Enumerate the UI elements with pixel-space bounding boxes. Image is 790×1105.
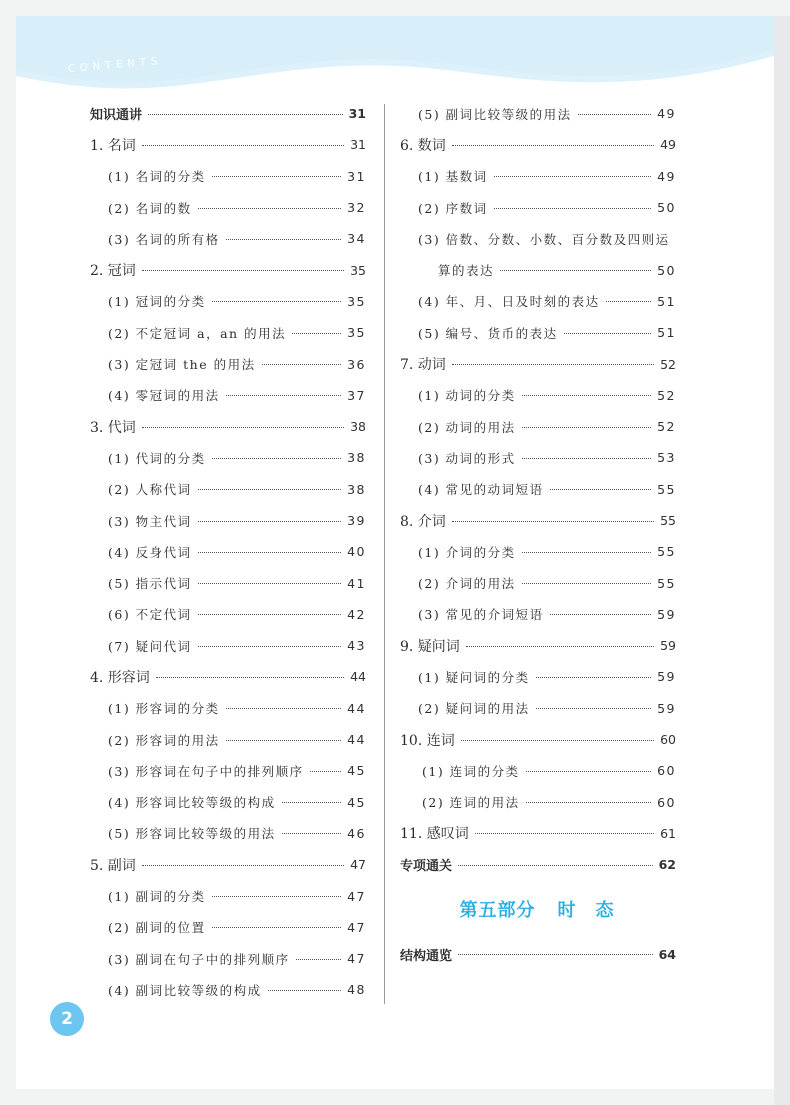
toc-entry-label: (1) 动词的分类: [418, 388, 516, 404]
toc-entry[interactable]: [398, 380, 676, 411]
toc-leader-dots: [452, 144, 654, 146]
toc-leader-dots: [198, 645, 341, 647]
toc-entry[interactable]: [88, 223, 366, 254]
page-number-badge: 2: [50, 1002, 84, 1036]
toc-entry[interactable]: [88, 442, 366, 473]
toc-entry-label: (3) 副词在句子中的排列顺序: [108, 951, 290, 967]
toc-entry-label: (6) 不定代词: [108, 607, 192, 623]
toc-entry[interactable]: [398, 474, 676, 505]
toc-page-number: 35: [347, 325, 366, 341]
toc-entry-label: 10. 连词: [400, 732, 455, 749]
toc-entry[interactable]: [88, 912, 366, 943]
toc-entry[interactable]: [88, 661, 366, 692]
toc-right-column: [398, 98, 676, 970]
toc-entry[interactable]: [398, 938, 676, 969]
contents-label: CONTENTS: [67, 55, 163, 75]
toc-entry-label: (1) 名词的分类: [108, 169, 206, 185]
toc-leader-dots: [142, 144, 344, 146]
toc-leader-dots: [526, 801, 651, 803]
toc-leader-dots: [226, 707, 341, 709]
toc-entry-label: (1) 冠词的分类: [108, 294, 206, 310]
toc-leader-dots: [522, 426, 651, 428]
toc-page-number: 32: [347, 200, 366, 216]
toc-entry-label: (3) 物主代词: [108, 513, 192, 529]
toc-entry-label: (2) 副词的位置: [108, 920, 206, 936]
toc-entry-label: (1) 副词的分类: [108, 889, 206, 905]
toc-leader-dots: [198, 551, 341, 553]
toc-page-number: 48: [347, 982, 366, 998]
toc-page-number: 59: [660, 638, 676, 654]
toc-entry-label: (5) 形容词比较等级的用法: [108, 826, 276, 842]
toc-entry-label: (4) 零冠词的用法: [108, 388, 220, 404]
toc-entry-label: 3. 代词: [90, 419, 136, 436]
toc-entry[interactable]: [398, 348, 676, 379]
toc-leader-dots: [458, 864, 653, 866]
toc-leader-dots: [212, 895, 341, 897]
toc-page-number: 51: [657, 325, 676, 341]
toc-entry-label: (3) 形容词在句子中的排列顺序: [108, 763, 304, 779]
toc-page-number: 38: [350, 419, 366, 435]
toc-entry[interactable]: [88, 755, 366, 786]
toc-entry[interactable]: [398, 286, 676, 317]
toc-leader-dots: [226, 238, 341, 240]
toc-page-number: 42: [347, 606, 366, 622]
toc-entry-label: (1) 介词的分类: [418, 544, 516, 560]
toc-leader-dots: [494, 175, 651, 177]
toc-entry[interactable]: [88, 348, 366, 379]
toc-entry-label: (3) 动词的形式: [418, 450, 516, 466]
toc-entry[interactable]: [88, 787, 366, 818]
toc-leader-dots: [578, 113, 651, 115]
toc-entry-label: (4) 形容词比较等级的构成: [108, 795, 276, 811]
toc-entry[interactable]: [398, 161, 676, 192]
toc-entry-label: (1) 连词的分类: [422, 763, 520, 779]
part-title: 时 态: [557, 900, 615, 922]
toc-entry-label: (3) 倍数、分数、小数、百分数及四则运: [418, 231, 670, 247]
toc-leader-dots: [550, 613, 651, 615]
toc-page-number: 38: [347, 450, 366, 466]
toc-entry-label: (2) 疑问词的用法: [418, 701, 530, 717]
toc-entry-label: 6. 数词: [400, 137, 446, 154]
toc-entry-label: 算的表达: [438, 263, 495, 279]
toc-entry[interactable]: [88, 474, 366, 505]
toc-page-number: 47: [347, 951, 366, 967]
toc-entry-label: (7) 疑问代词: [108, 638, 192, 654]
toc-page-number: 50: [657, 200, 676, 216]
toc-page-number: 62: [658, 857, 676, 873]
toc-leader-dots: [522, 582, 651, 584]
toc-leader-dots: [475, 832, 654, 834]
toc-entry-label: 7. 动词: [400, 357, 446, 374]
toc-entry[interactable]: [398, 442, 676, 473]
toc-page-number: 55: [657, 544, 676, 560]
toc-page-number: 47: [347, 919, 366, 935]
toc-leader-dots: [466, 645, 654, 647]
toc-page-number: 38: [347, 481, 366, 497]
toc-entry[interactable]: [88, 599, 366, 630]
toc-leader-dots: [536, 676, 651, 678]
toc-leader-dots: [198, 488, 341, 490]
toc-entry-label: 知识通讲: [90, 108, 143, 124]
toc-leader-dots: [282, 801, 341, 803]
toc-entry-label: (5) 指示代词: [108, 576, 192, 592]
toc-entry[interactable]: [88, 974, 366, 1005]
toc-leader-dots: [212, 175, 341, 177]
toc-leader-dots: [526, 770, 651, 772]
toc-leader-dots: [198, 207, 341, 209]
toc-entry-label: 4. 形容词: [90, 669, 150, 686]
toc-entry-label: (2) 人称代词: [108, 482, 192, 498]
toc-entry-label: (2) 连词的用法: [422, 795, 520, 811]
toc-entry[interactable]: [398, 536, 676, 567]
toc-entry[interactable]: [398, 661, 676, 692]
toc-leader-dots: [212, 926, 341, 928]
column-divider: [384, 104, 385, 1004]
toc-leader-dots: [522, 551, 651, 553]
toc-page-number: 31: [350, 137, 366, 153]
toc-page-number: 45: [347, 763, 366, 779]
toc-entry[interactable]: [88, 693, 366, 724]
toc-entry-label: (2) 介词的用法: [418, 576, 516, 592]
toc-leader-dots: [282, 832, 341, 834]
toc-page-number: 59: [657, 669, 676, 685]
toc-entry-label: 1. 名词: [90, 137, 136, 154]
toc-entry-label: 2. 冠词: [90, 263, 136, 280]
toc-entry[interactable]: [88, 880, 366, 911]
toc-entry-label: (1) 基数词: [418, 169, 488, 185]
toc-entry-label: (4) 副词比较等级的构成: [108, 982, 262, 998]
toc-entry[interactable]: [398, 192, 676, 223]
toc-leader-dots: [156, 676, 344, 678]
toc-page-number: 50: [657, 262, 676, 278]
toc-leader-dots: [458, 953, 653, 955]
toc-entry[interactable]: [398, 567, 676, 598]
toc-leader-dots: [606, 300, 651, 302]
toc-entry-label: (3) 名词的所有格: [108, 231, 220, 247]
toc-entry[interactable]: [88, 818, 366, 849]
toc-leader-dots: [296, 958, 341, 960]
toc-page-number: 64: [658, 946, 676, 962]
toc-entry[interactable]: [398, 129, 676, 160]
toc-page-number: 47: [347, 888, 366, 904]
toc-page-number: 55: [657, 481, 676, 497]
toc-page-number: 60: [657, 794, 676, 810]
toc-leader-dots: [564, 332, 651, 334]
toc-entry-label: (3) 定冠词 the 的用法: [108, 357, 256, 373]
toc-leader-dots: [212, 457, 341, 459]
toc-entry[interactable]: [398, 505, 676, 536]
toc-entry-label: 11. 感叹词: [400, 826, 469, 843]
toc-leader-dots: [452, 520, 654, 522]
toc-entry[interactable]: [398, 599, 676, 630]
toc-page-number: 61: [660, 825, 676, 841]
toc-page-number: 59: [657, 606, 676, 622]
toc-leader-dots: [198, 582, 341, 584]
toc-page-number: 52: [660, 356, 676, 372]
toc-entry[interactable]: [398, 849, 676, 880]
toc-leader-dots: [226, 739, 341, 741]
toc-entry[interactable]: [88, 98, 366, 129]
toc-entry[interactable]: [398, 411, 676, 442]
toc-page-number: 39: [347, 513, 366, 528]
toc-leader-dots: [522, 394, 651, 396]
toc-page-number: 55: [657, 575, 676, 591]
toc-entry-label: (2) 序数词: [418, 200, 488, 216]
toc-leader-dots: [494, 207, 651, 209]
toc-leader-dots: [142, 269, 344, 271]
toc-leader-dots: [310, 770, 341, 772]
toc-entry-label: (3) 常见的介词短语: [418, 607, 544, 623]
toc-entry[interactable]: [88, 849, 366, 880]
toc-entry-label: (5) 副词比较等级的用法: [418, 106, 572, 122]
toc-page-number: 55: [660, 513, 676, 528]
toc-page-number: 40: [347, 544, 366, 560]
toc-entry[interactable]: [88, 286, 366, 317]
toc-page-number: 44: [350, 669, 366, 685]
toc-entry[interactable]: [88, 630, 366, 661]
toc-leader-dots: [142, 864, 344, 866]
toc-entry[interactable]: [88, 411, 366, 442]
toc-page-number: 43: [347, 638, 366, 654]
toc-leader-dots: [550, 488, 651, 490]
page-shadow: [774, 16, 790, 1105]
toc-entry[interactable]: [398, 724, 676, 755]
toc-entry[interactable]: [398, 223, 676, 254]
toc-entry[interactable]: [398, 693, 676, 724]
toc-entry-label: (4) 常见的动词短语: [418, 482, 544, 498]
toc-page-number: 52: [657, 419, 676, 435]
toc-leader-dots: [198, 613, 341, 615]
toc-entry-label: (1) 形容词的分类: [108, 701, 220, 717]
toc-leader-dots: [212, 300, 341, 302]
toc-entry[interactable]: [398, 254, 676, 285]
toc-page-number: 41: [347, 575, 366, 591]
toc-entry[interactable]: [398, 98, 676, 129]
toc-left-column: [88, 98, 366, 1006]
toc-leader-dots: [292, 332, 341, 334]
toc-page-number: 52: [657, 387, 676, 403]
toc-page-number: 31: [348, 106, 366, 122]
toc-entry[interactable]: [88, 943, 366, 974]
toc-leader-dots: [142, 426, 344, 428]
toc-entry[interactable]: [88, 129, 366, 160]
part-number: 第五部分: [459, 900, 536, 922]
toc-entry[interactable]: [88, 161, 366, 192]
toc-entry-label: 9. 疑问词: [400, 638, 460, 655]
toc-entry[interactable]: [88, 505, 366, 536]
toc-entry[interactable]: [88, 192, 366, 223]
toc-page-number: 49: [657, 106, 676, 122]
toc-entry-label: 5. 副词: [90, 857, 136, 874]
toc-leader-dots: [452, 363, 654, 365]
toc-leader-dots: [198, 520, 341, 522]
toc-page-number: 44: [347, 700, 366, 716]
toc-leader-dots: [148, 113, 343, 115]
toc-leader-dots: [268, 989, 341, 991]
toc-page-number: 35: [347, 293, 366, 309]
toc-entry[interactable]: [88, 380, 366, 411]
toc-entry[interactable]: [88, 567, 366, 598]
toc-page-number: 59: [657, 700, 676, 716]
toc-page-number: 35: [350, 262, 366, 278]
toc-leader-dots: [536, 707, 651, 709]
toc-leader-dots: [522, 457, 651, 459]
toc-page-number: 31: [347, 168, 366, 184]
toc-entry[interactable]: [398, 818, 676, 849]
toc-leader-dots: [461, 739, 654, 741]
toc-entry-label: (1) 代词的分类: [108, 450, 206, 466]
toc-entry[interactable]: [398, 755, 676, 786]
toc-entry-label: 专项通关: [400, 859, 453, 875]
toc-page-number: 60: [660, 732, 676, 748]
toc-entry[interactable]: [88, 254, 366, 285]
toc-page-number: 51: [657, 293, 676, 309]
toc-page-number: 47: [350, 857, 366, 873]
toc-leader-dots: [262, 363, 341, 365]
toc-page-number: 60: [657, 763, 676, 779]
toc-entry[interactable]: [88, 724, 366, 755]
toc-page-number: 34: [347, 231, 366, 247]
toc-entry-label: (2) 形容词的用法: [108, 732, 220, 748]
toc-entry-label: (5) 编号、货币的表达: [418, 325, 558, 341]
toc-entry[interactable]: [398, 787, 676, 818]
toc-entry[interactable]: [88, 317, 366, 348]
toc-leader-dots: [500, 269, 651, 271]
toc-page-number: 49: [660, 137, 676, 153]
toc-page-number: 45: [347, 794, 366, 810]
toc-entry-label: (4) 年、月、日及时刻的表达: [418, 294, 600, 310]
toc-entry-label: (2) 名词的数: [108, 200, 192, 216]
toc-leader-dots: [226, 394, 341, 396]
toc-entry[interactable]: [88, 536, 366, 567]
toc-page-number: 53: [657, 450, 676, 466]
toc-entry[interactable]: [398, 630, 676, 661]
toc-page-number: 49: [657, 168, 676, 184]
toc-entry-label: (4) 反身代词: [108, 544, 192, 560]
toc-page-number: 36: [347, 356, 366, 372]
toc-entry-label: (2) 动词的用法: [418, 419, 516, 435]
toc-page-number: 46: [347, 825, 366, 841]
toc-page-number: 37: [347, 387, 366, 403]
toc-entry-label: 8. 介词: [400, 513, 446, 530]
toc-page-number: 44: [347, 732, 366, 748]
toc-entry-label: (1) 疑问词的分类: [418, 669, 530, 685]
toc-entry[interactable]: [398, 317, 676, 348]
toc-entry-label: 结构通览: [400, 948, 453, 964]
part-heading: [398, 880, 676, 938]
toc-entry-label: (2) 不定冠词 a，an 的用法: [108, 325, 287, 341]
